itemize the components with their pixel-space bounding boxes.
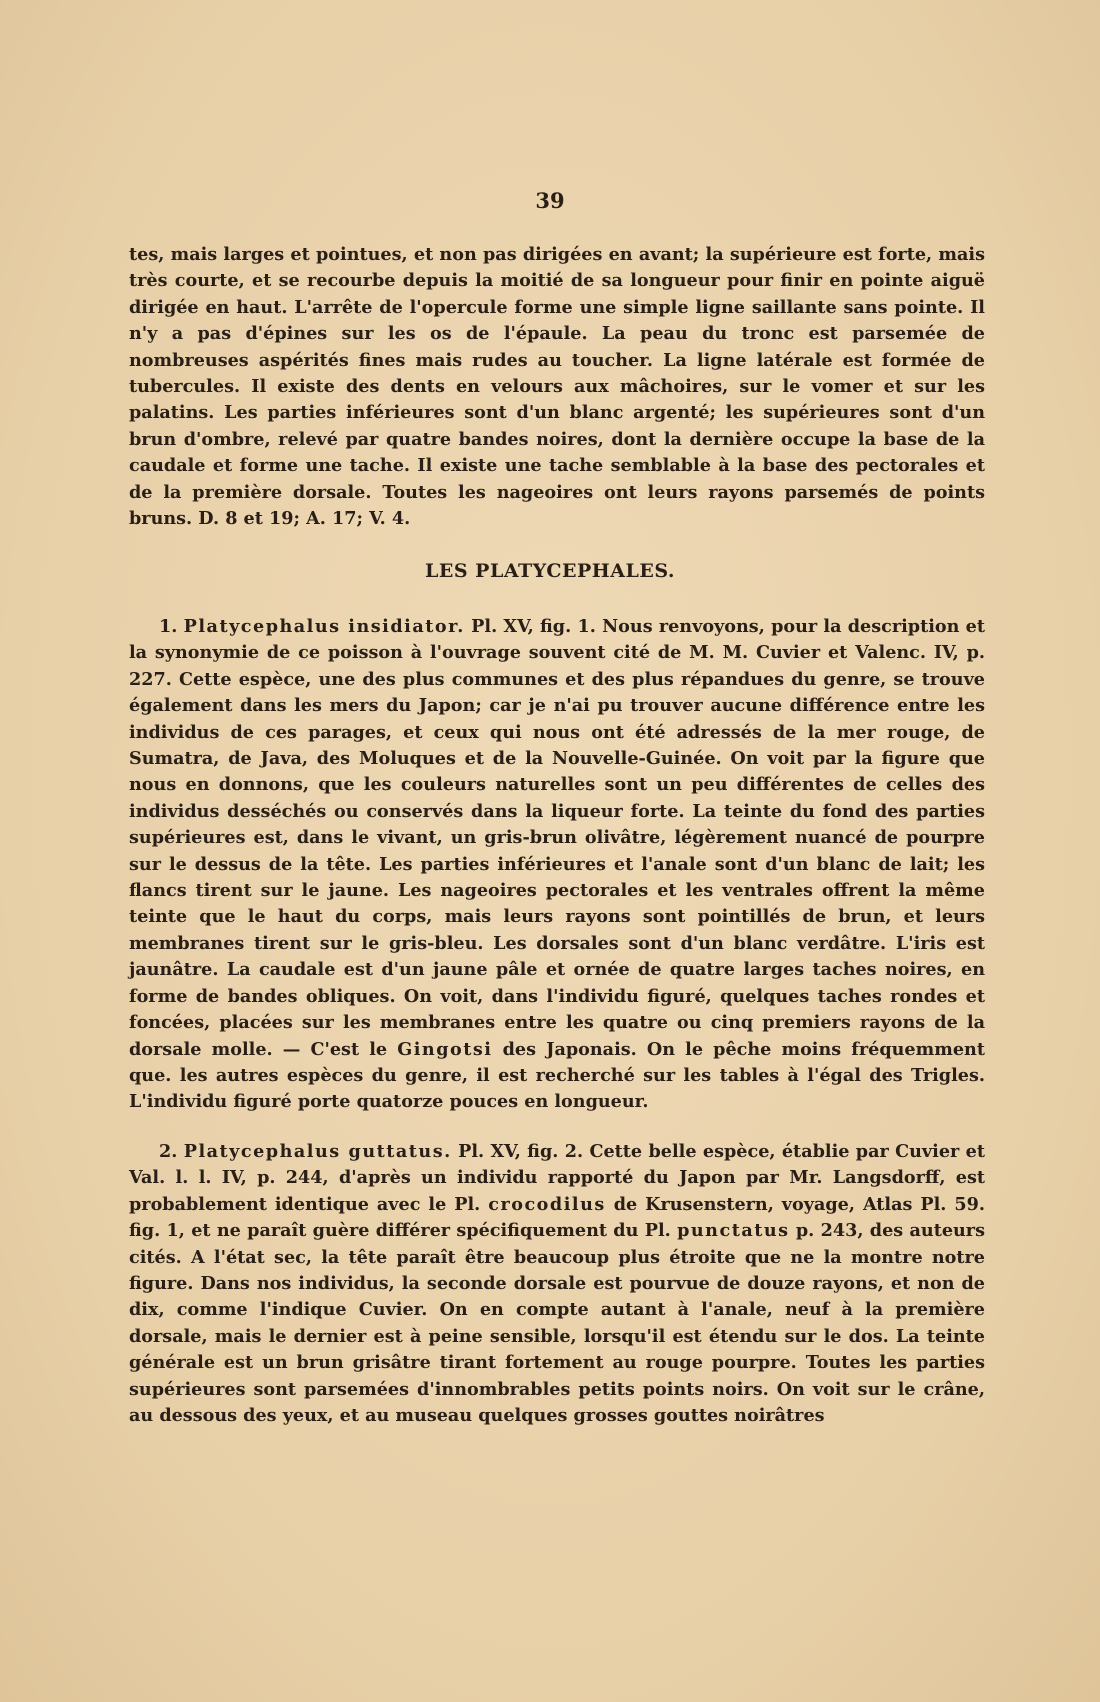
entry-2-species-name: Platycephalus guttatus. <box>183 1141 452 1162</box>
section-heading: LES PLATYCEPHALES. <box>425 560 675 582</box>
entry-2-ref-punctatus: punctatus <box>677 1220 790 1242</box>
entry-1-species-name: Platycephalus insidiator. <box>183 616 465 637</box>
entry-2-ref-crocodilus: crocodilus <box>488 1193 606 1215</box>
entry-2-plate-ref: Pl. XV, fig. 2. <box>458 1141 584 1162</box>
entry-2-paragraph <box>129 1139 985 1429</box>
species-entry-1 <box>129 614 985 1116</box>
entry-2-text-part2: de Krusenstern, voyage, Atlas Pl. 59. fig. 1, et ne paraît guère différer spécifiquement du Pl. <box>129 1193 985 1242</box>
entry-1-text-part1: Nous renvoyons, pour la description et la synonymie de ce poisson à l'ouvrage souvent cité de M. M. Cuvier et Valenc. IV, p. 227. Cette espèce, une des plus communes et des plus répandues du genre, se trouve également dans les mers du Japon; car je n'ai pu trouver aucune différence entre les individus de ces parages, et ceux qui nous ont été adressés de la mer rouge, de Sumatra, de Java, des Moluques et de la Nouvelle-Guinée. On voit par la figure que nous en donnons, que les couleurs naturelles sont un peu différentes de celles des individus desséchés ou conservés dans la liqueur forte. La teinte du fond des parties supérieures est, dans le vivant, un gris-brun olivâtre, légèrement nuancé de pourpre sur le dessus de la tête. Les parties inférieures et l'anale sont d'un blanc de lait; les flancs tirent sur le jaune. Les nageoires pectorales et les ventrales offrent la même teinte que le haut du corps, mais leurs rayons sont pointillés de brun, et leurs membranes tirent sur le gris-bleu. Les dorsales sont d'un blanc verdâtre. L'iris est jaunâtre. La caudale est d'un jaune pâle et ornée de quatre larges taches noires, en forme de bandes obliques. On voit, dans l'individu figuré, quelques taches rondes et foncées, placées sur les membranes entre les quatre ou cinq premiers rayons de la dorsale molle. — C'est le <box>129 616 985 1060</box>
entry-1-text-part2: des Japonais. On le pêche moins fréquemment que. les autres espèces du genre, il est recherché sur les tables à l'égal des Trigles. L'individu figuré porte quatorze pouces en longueur. <box>129 1038 985 1113</box>
entry-1-plate-ref: Pl. XV, fig. 1. <box>471 616 596 637</box>
entry-2-number: 2. <box>159 1141 178 1162</box>
continuation-text: tes, mais larges et pointues, et non pas dirigées en avant; la supérieure est forte, mais très courte, et se recourbe depuis la moitié de sa longueur pour finir en pointe aiguë dirigée en haut. L'arrête de l'opercule forme une simple ligne saillante sans pointe. Il n'y a pas d'épines sur les os de l'épaule. La peau du tronc est parsemée de nombreuses aspérités fines mais rudes au toucher. La ligne latérale est formée de tubercules. Il existe des dents en velours aux mâchoires, sur le vomer et sur les palatins. Les parties inférieures sont d'un blanc argenté; les supérieures sont d'un brun d'ombre, relevé par quatre bandes noires, dont la dernière occupe la base de la caudale et forme une tache. Il existe une tache semblable à la base des pectorales et de la première dorsale. Toutes les nageoires ont leurs rayons parsemés de points bruns. D. 8 et 19; A. 17; V. 4. <box>129 244 985 530</box>
entry-2-text-part3: p. 243, des auteurs cités. A l'état sec, la tête paraît être beaucoup plus étroite que ne la montre notre figure. Dans nos individus, la seconde dorsale est pourvue de douze rayons, et non de dix, comme l'indique Cuvier. On en compte autant à l'anale, neuf à la première dorsale, mais le dernier est à peine sensible, lorsqu'il est étendu sur le dos. La teinte générale est un brun grisâtre tirant fortement au rouge pourpre. Toutes les parties supérieures sont parsemées d'innombrables petits points noirs. On voit sur le crâne, au dessous des yeux, et au museau quelques grosses gouttes noirâtres <box>129 1220 985 1427</box>
entry-1-paragraph <box>129 614 985 1116</box>
page-number: 39 <box>535 188 565 213</box>
species-entry-2 <box>129 1139 985 1429</box>
entry-1-number: 1. <box>159 616 178 637</box>
entry-1-japanese-name: Gingotsi <box>397 1038 493 1060</box>
continuation-paragraph <box>129 242 985 532</box>
entry-2-text-part1: Cette belle espèce, établie par Cuvier et Val. l. l. IV, p. 244, d'après un individu rapporté du Japon par Mr. Langsdorff, est probablement identique avec le Pl. <box>129 1141 985 1215</box>
